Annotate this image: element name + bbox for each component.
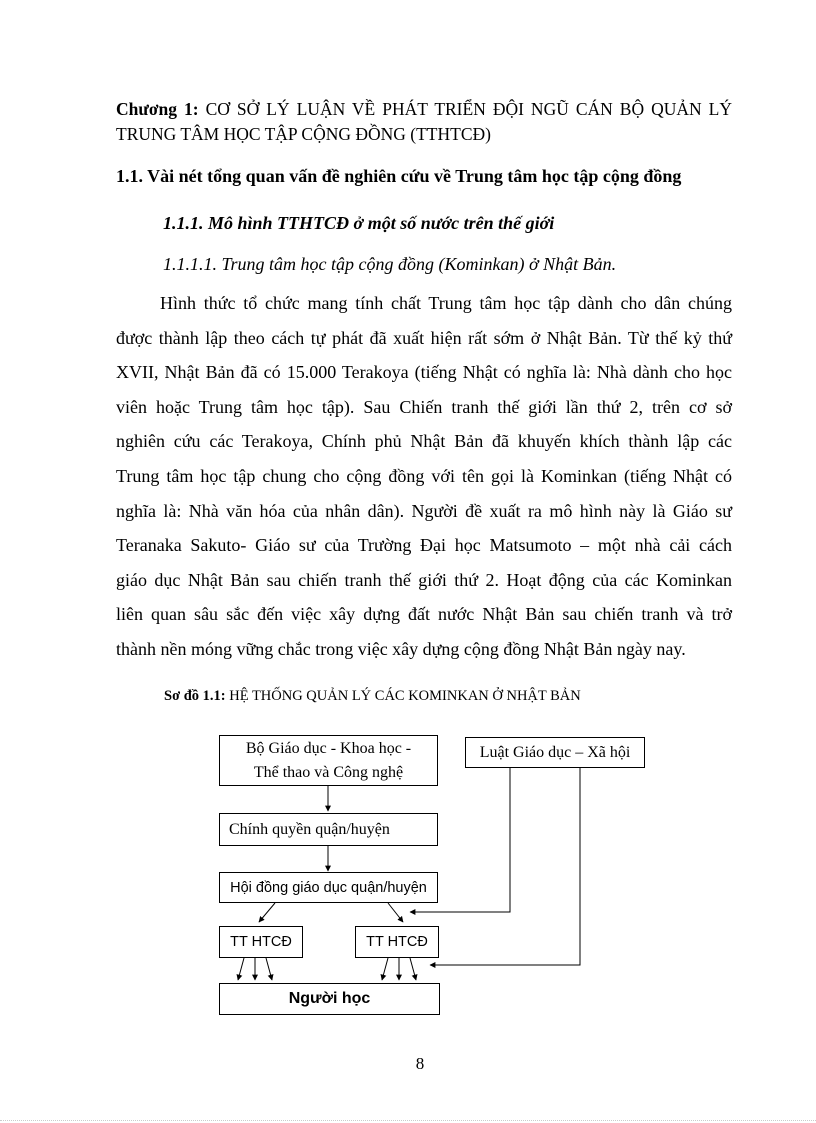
paragraph-line: XVII, Nhật Bản đã có 15.000 Terakoya (tiếng Nhật có nghĩa là: Nhà dành cho học bbox=[116, 362, 732, 383]
learners-label: Người học bbox=[288, 990, 371, 1007]
law-box bbox=[465, 737, 645, 768]
district-government-label: Chính quyền quận/huyện bbox=[229, 820, 390, 838]
paragraph-line: nghĩa là: Nhà văn hóa của nhân dân). Người đề xuất ra mô hình này là Giáo sư bbox=[116, 500, 732, 521]
arrow-council-to-left-center bbox=[259, 903, 275, 922]
arrow-left-center-to-learners-3 bbox=[266, 958, 272, 980]
paragraph-line: Teranaka Sakuto- Giáo sư của Trường Đại học Matsumoto – một nhà cải cách bbox=[116, 535, 732, 556]
law-label: Luật Giáo dục – Xã hội bbox=[479, 743, 631, 761]
learners-box bbox=[219, 983, 440, 1015]
paragraph-line: được thành lập theo cách tự phát đã xuất hiện rất sớm ở Nhật Bản. Từ thế kỷ thứ bbox=[116, 327, 732, 348]
ministry-line-1: Bộ Giáo dục - Khoa học - bbox=[245, 739, 412, 757]
ministry-line-2: Thể thao và Công nghệ bbox=[253, 763, 404, 781]
arrow-left-center-to-learners-1 bbox=[238, 958, 244, 980]
page-bottom-divider bbox=[0, 1120, 816, 1121]
paragraph-line: thành nền móng vững chắc trong việc xây dựng cộng đồng Nhật Bản ngày nay. bbox=[116, 638, 686, 659]
page-number: 8 bbox=[415, 1054, 425, 1073]
section-1-1-1-heading: 1.1.1. Mô hình TTHTCĐ ở một số nước trên thế giới bbox=[163, 213, 555, 233]
community-center-right-box bbox=[355, 926, 439, 958]
district-council-box bbox=[219, 872, 438, 903]
arrow-right-center-to-learners-1 bbox=[382, 958, 388, 980]
paragraph-line: giáo dục Nhật Bản sau chiến tranh thế giới thứ 2. Hoạt động của các Kominkan bbox=[116, 569, 732, 590]
paragraph-line: nghiên cứu các Terakoya, Chính phủ Nhật Bản đã khuyến khích thành lập các bbox=[116, 431, 732, 452]
arrow-council-to-right-center bbox=[388, 903, 403, 922]
paragraph-line: Hình thức tổ chức mang tính chất Trung tâm học tập dành cho dân chúng bbox=[160, 293, 732, 313]
paragraph-line: viên hoặc Trung tâm học tập). Sau Chiến tranh thế giới lần thứ 2, trên cơ sở bbox=[116, 396, 732, 417]
section-1-1-heading: 1.1. Vài nét tổng quan vấn đề nghiên cứu về Trung tâm học tập cộng đồng bbox=[116, 166, 682, 186]
chapter-label: Chương 1: bbox=[116, 99, 199, 119]
community-center-right-label: TT HTCĐ bbox=[366, 934, 428, 950]
district-council-label: Hội đồng giáo dục quận/huyện bbox=[230, 879, 427, 896]
diagram-caption-title: HỆ THỐNG QUẢN LÝ CÁC KOMINKAN Ở NHẬT BẢN bbox=[229, 688, 581, 704]
district-government-box bbox=[219, 813, 438, 846]
community-center-left-label: TT HTCĐ bbox=[230, 934, 292, 950]
chapter-title: CƠ SỞ LÝ LUẬN VỀ PHÁT TRIỂN ĐỘI NGŨ CÁN BỘ QUẢN LÝ TRUNG TÂM HỌC TẬP CỘNG ĐỒNG (TTHTCĐ) bbox=[116, 99, 732, 144]
line-law-to-right-center-bottom bbox=[430, 768, 580, 965]
paragraph-line: Trung tâm học tập chung cho cộng đồng với tên gọi là Kominkan (tiếng Nhật có bbox=[116, 465, 732, 486]
community-center-left-box bbox=[219, 926, 303, 958]
diagram-caption-label: Sơ đồ 1.1: bbox=[164, 688, 226, 704]
arrow-right-center-to-learners-3 bbox=[410, 958, 416, 980]
section-1-1-1-1-heading: 1.1.1.1. Trung tâm học tập cộng đồng (Kominkan) ở Nhật Bản. bbox=[163, 254, 617, 274]
paragraph-line: liên quan sâu sắc đến việc xây dựng đất nước Nhật Bản sau chiến tranh và trở bbox=[116, 604, 732, 625]
ministry-box bbox=[219, 735, 438, 786]
